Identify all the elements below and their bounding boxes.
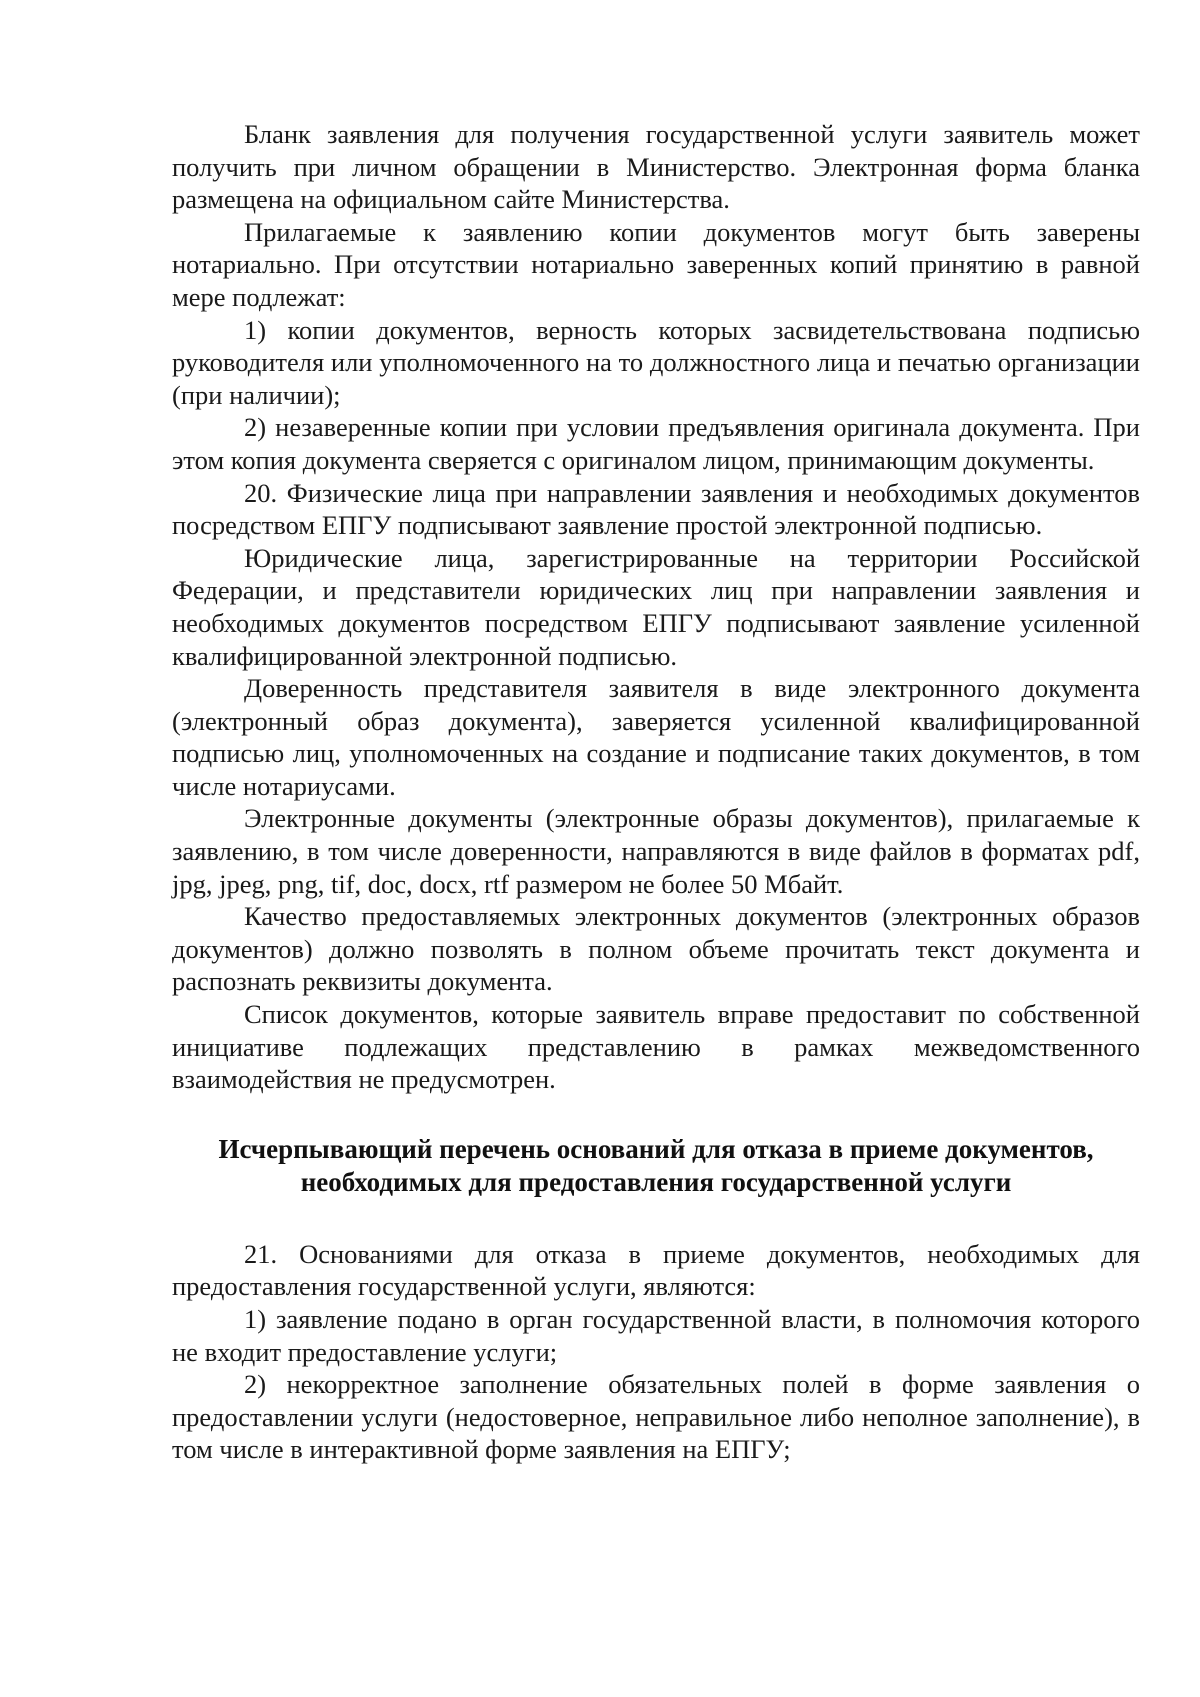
paragraph-refusal-item-1: 1) заявление подано в орган государственной власти, в полномочия которого не входит предоставление услуги; xyxy=(172,1304,1140,1367)
paragraph-documents-list: Список документов, которые заявитель вправе предоставит по собственной инициативе подлежащих представлению в рамках межведомственного взаимодействия не предусмотрен. xyxy=(172,999,1140,1095)
paragraph-power-of-attorney: Доверенность представителя заявителя в виде электронного документа (электронный образ документа), заверяется усиленной квалифицированной подписью лиц, уполномоченных на создание и подписание таких документов, в том числе нотариусами. xyxy=(172,673,1140,801)
document-body xyxy=(172,118,1140,1466)
paragraph-refusal-item-2: 2) некорректное заполнение обязательных полей в форме заявления о предоставлении услуги (недостоверное, неправильное либо неполное заполнение), в том числе в интерактивной форме заявления на ЕПГУ; xyxy=(172,1369,1140,1465)
paragraph-attached-copies: Прилагаемые к заявлению копии документов могут быть заверены нотариально. При отсутствии нотариально заверенных копий принятию в равной мере подлежат: xyxy=(172,216,1140,312)
paragraph-legal-entities-signature: Юридические лица, зарегистрированные на территории Российской Федерации, и представители юридических лиц при направлении заявления и необходимых документов посредством ЕПГУ подписывают заявление усиленной квалифицированной электронной подписью. xyxy=(172,542,1140,671)
section-heading xyxy=(172,1133,1140,1199)
paragraph-file-formats: Электронные документы (электронные образы документов), прилагаемые к заявлению, в том числе доверенности, направляются в виде файлов в форматах pdf, jpg, jpeg, png, tif, doc, docx, rtf размером не более 50 Мбайт. xyxy=(172,803,1140,899)
paragraph-blank-form: Бланк заявления для получения государственной услуги заявитель может получить при личном обращении в Министерство. Электронная форма бланка размещена на официальном сайте Министерства. xyxy=(172,119,1140,215)
paragraph-document-quality: Качество предоставляемых электронных документов (электронных образов документов) должно позволять в полном объеме прочитать текст документа и распознать реквизиты документа. xyxy=(172,901,1140,997)
paragraph-item-1-certified-copies: 1) копии документов, верность которых засвидетельствована подписью руководителя или уполномоченного на то должностного лица и печатью организации (при наличии); xyxy=(172,314,1140,410)
paragraph-21-refusal-grounds: 21. Основаниями для отказа в приеме документов, необходимых для предоставления государственной услуги, являются: xyxy=(172,1238,1140,1302)
section-heading-line-2: необходимых для предоставления государственной услуги xyxy=(300,1166,1012,1197)
section-heading-line-1: Исчерпывающий перечень оснований для отказа в приеме документов, xyxy=(218,1133,1094,1164)
paragraph-item-2-uncertified-copies: 2) незаверенные копии при условии предъявления оригинала документа. При этом копия документа сверяется с оригиналом лицом, принимающим документы. xyxy=(172,412,1140,475)
paragraph-20-individuals-signature: 20. Физические лица при направлении заявления и необходимых документов посредством ЕПГУ подписывают заявление простой электронной подписью. xyxy=(172,477,1140,541)
